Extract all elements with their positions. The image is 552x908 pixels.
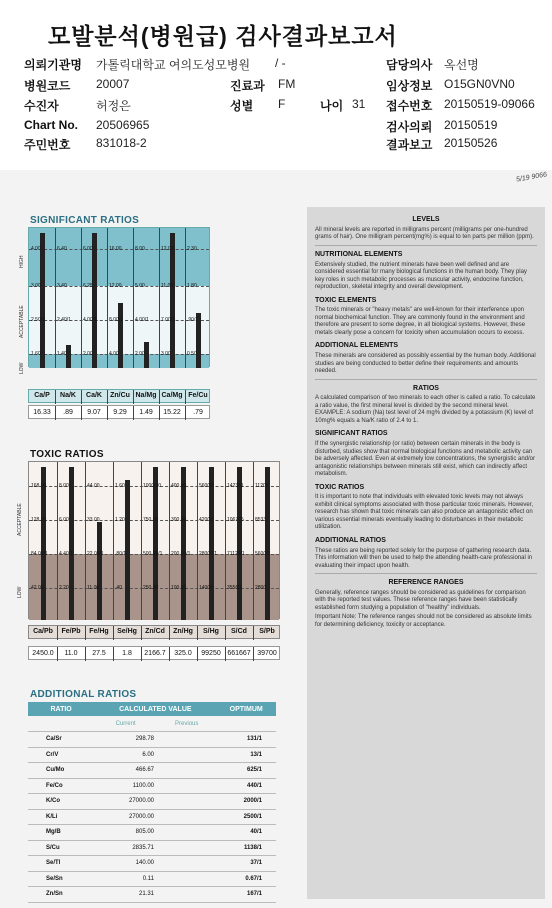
info-label: 나이 — [320, 99, 344, 113]
table-row — [28, 887, 276, 903]
explanation-text: A calculated comparison of two minerals to each other is called a ratio. To calculate a ratio value, the first mineral level is divided by the second mineral level. EXAMPLE: A sodium (Na) test level of 24 mg% divided by a potassium (K) level of 10mg% equals a Na/K ratio of 2.4 to 1. — [315, 395, 536, 424]
table-row — [28, 794, 276, 810]
zone-label: LOW — [17, 586, 23, 598]
tick-label: 11.00 — [161, 283, 174, 289]
value-label: 15.22 — [163, 409, 181, 416]
explanation-heading: TOXIC RATIOS — [315, 483, 365, 491]
column-divider — [81, 228, 82, 368]
section-divider — [315, 573, 537, 574]
tick-label: 11200 — [255, 483, 269, 489]
info-label: 결과보고 — [386, 138, 433, 152]
category-label: Zn/Hg — [173, 628, 193, 635]
info-value: F — [278, 97, 286, 111]
table-row — [28, 840, 276, 856]
optimum-value: 0.67/1 — [216, 871, 276, 887]
previous-value — [157, 732, 216, 748]
tick-label: 400.00 — [171, 483, 187, 489]
tick-label: 2.50/1 — [31, 317, 45, 323]
info-value: 20150519-09066 — [444, 97, 535, 111]
tick-label: 44.00 — [87, 483, 100, 489]
tick-label: 168.00 — [31, 483, 47, 489]
table-row — [28, 809, 276, 825]
ratio-bar — [41, 467, 46, 620]
table-row — [28, 732, 276, 748]
dept-separator: / - — [275, 56, 286, 70]
explanation-text: If the synergistic relationship (or ratio) between certain minerals in the body is disturbed, studies show that normal biological functions and metabolic activity can be adversely affected. Even at extremely low concentrations, the synergistic and/or antagonistic relationships between minerals still exist, which can indirectly affect metabolism. — [315, 441, 536, 477]
optimum-header: OPTIMUM — [216, 702, 276, 716]
tick-label: 4.00/1 — [83, 317, 97, 323]
explanation-heading: NUTRITIONAL ELEMENTS — [315, 250, 403, 258]
optimum-value: 37/1 — [216, 856, 276, 872]
info-label: 접수번호 — [386, 99, 433, 113]
value-label: 27.5 — [92, 650, 106, 657]
optimum-value: 1138/1 — [216, 840, 276, 856]
explanation-text: The toxic minerals or "heavy metals" are well-known for their interference upon normal biochemical function. They are commonly found in the environment and therefore are present to some degree, in all biological systems. However, these metals clearly pose a concern for toxicity when accumulation occurs to excess. — [315, 307, 526, 336]
optimum-value: 40/1 — [216, 825, 276, 841]
tick-label: 6.00 — [83, 246, 93, 252]
optimum-value: 440/1 — [216, 778, 276, 794]
tick-label: 2.00 — [135, 351, 145, 357]
patient-info — [0, 56, 552, 156]
info-label: 주민번호 — [24, 138, 71, 152]
tick-label: 200.00/1 — [171, 551, 191, 557]
column-divider — [107, 228, 108, 368]
tick-label: 56000 — [199, 483, 213, 489]
ratio-bar — [153, 467, 158, 620]
column-divider — [55, 228, 56, 368]
tick-label: .40 — [115, 585, 122, 591]
tick-label: 42.00 — [31, 585, 44, 591]
previous-value — [157, 809, 216, 825]
tick-label: 1.60 — [115, 483, 125, 489]
info-value: 옥선명 — [444, 58, 479, 72]
tick-label: 8.00 — [59, 483, 69, 489]
info-label: 임상정보 — [386, 79, 433, 93]
info-value: 가톨릭대학교 여의도성모병원 — [96, 58, 251, 72]
additional-ratios-title: ADDITIONAL RATIOS — [30, 689, 137, 700]
tick-label: 6.25 — [83, 283, 93, 289]
explanation-heading: SIGNIFICANT RATIOS — [315, 430, 388, 438]
zone-label: ACCEPTABLE — [19, 305, 25, 338]
ratio-bar — [92, 233, 97, 368]
value-label: 1.8 — [122, 650, 132, 657]
tick-label: .80/1 — [115, 551, 127, 557]
ratio-name: Fe/Co — [28, 778, 94, 794]
explanation-text: It is important to note that individuals with elevated toxic levels may not always exhibit clinical symptoms associated with those particular toxic minerals. However, research has shown that toxic minerals can also produce an antagonistic effect on various essential minerals eventually leading to disturbances in their metabolic utilization. — [315, 494, 534, 531]
tick-label: 11.00 — [87, 585, 100, 591]
value-label: .89 — [63, 409, 73, 416]
zone-label: HIGH — [19, 255, 25, 268]
info-label: Chart No. — [24, 118, 78, 132]
table-row — [28, 825, 276, 841]
previous-value — [157, 778, 216, 794]
category-label: Fe/Pb — [61, 628, 81, 635]
tick-label: 4.00 — [31, 246, 41, 252]
column-divider — [197, 462, 198, 620]
tick-label: 16.00 — [109, 246, 122, 252]
column-divider — [133, 228, 134, 368]
explanation-text: Extensively studied, the nutrient minerals have been well defined and are considered essential for many biological functions in the human body. They play key roles in such metabolic processes as muscular activity, endocrine function, reproduction, skeletal integrity and overall development. — [315, 261, 527, 290]
explanation-text: Generally, reference ranges should be considered as guidelines for comparison with the reported test values. These reference ranges have been statistically established form studying a population of "healthy" individuals. — [315, 589, 526, 611]
tick-label: 3.40 — [57, 283, 67, 289]
ratio-name: Mg/B — [28, 825, 94, 841]
value-label: 325.0 — [174, 650, 192, 657]
column-divider — [57, 462, 58, 620]
column-divider — [159, 228, 160, 368]
explanation-heading: LEVELS — [412, 216, 440, 223]
current-value: 140.00 — [94, 856, 157, 872]
ratio-name: Zn/Sn — [28, 887, 94, 903]
tick-label: .90/1 — [187, 317, 199, 323]
column-divider — [185, 228, 186, 368]
category-label: Zn/Cd — [145, 628, 165, 635]
tick-label: 2.20 — [59, 585, 69, 591]
ratio-bar — [69, 467, 74, 620]
info-label: 진료과 — [230, 79, 265, 93]
info-value: 허정은 — [96, 99, 131, 113]
tick-label: 2.30 — [187, 246, 197, 252]
ratio-name: Ca/Sr — [28, 732, 94, 748]
value-label: 2450.0 — [32, 650, 54, 657]
previous-value — [157, 840, 216, 856]
tick-label: 750.00 — [143, 517, 159, 523]
column-divider — [113, 462, 114, 620]
significant-values — [28, 405, 210, 419]
high-zone — [29, 228, 209, 286]
column-divider — [225, 462, 226, 620]
significant-ratios-chart — [28, 227, 210, 367]
info-label: 담당의사 — [386, 58, 433, 72]
value-label: .79 — [193, 409, 203, 416]
toxic-ratios-chart — [28, 461, 280, 619]
table-row — [28, 778, 276, 794]
tick-label: 2.00 — [83, 351, 93, 357]
previous-value — [157, 763, 216, 779]
calculated-value-header: CALCULATED VALUE — [94, 702, 216, 716]
current-value: 21.31 — [94, 887, 157, 903]
explanation-text: Important Note: The reference ranges should not be considered as absolute limits for determining deficiency, toxicity or acceptance. — [315, 614, 532, 628]
category-label: Fe/Cu — [188, 392, 208, 399]
zone-label: LOW — [19, 362, 25, 374]
table-row — [28, 856, 276, 872]
value-label: 11.0 — [64, 650, 78, 657]
value-label: 39700 — [257, 650, 277, 657]
previous-subheader: Previous — [157, 716, 216, 732]
ratio-header: RATIO — [28, 702, 94, 716]
category-label: Zn/Cu — [110, 392, 130, 399]
tick-label: 71120/1 — [227, 551, 245, 557]
tick-label: 8533 — [255, 517, 267, 523]
zone-label: ACCEPTABLE — [17, 503, 23, 536]
tick-label: 7.00/1 — [161, 317, 175, 323]
ratio-name: K/Li — [28, 809, 94, 825]
previous-value — [157, 794, 216, 810]
optimum-value: 2500/1 — [216, 809, 276, 825]
tick-label: 1.20 — [115, 517, 125, 523]
toxic-categories — [28, 625, 280, 639]
current-value: 2835.71 — [94, 840, 157, 856]
tick-label: 142351 — [227, 483, 244, 489]
tick-label: 3.00 — [161, 351, 171, 357]
significant-categories — [28, 389, 210, 403]
explanation-heading: REFERENCE RANGES — [388, 579, 464, 586]
current-subheader: Current — [94, 716, 157, 732]
explanation-text: All mineral levels are reported in milligrams percent (milligrams per one-hundred grams of hair). One milligram percent(mg%) is equal to ten parts per million (ppm). — [315, 226, 534, 241]
tick-label: 100.00 — [171, 585, 187, 591]
tick-label: 300.00 — [171, 517, 187, 523]
tick-label: 128.00 — [31, 517, 47, 523]
info-value: 20150519 — [444, 118, 498, 132]
tick-label: 6.00 — [59, 517, 69, 523]
current-value: 466.67 — [94, 763, 157, 779]
tick-label: 84.00/1 — [31, 551, 48, 557]
ratio-name: Cr/V — [28, 747, 94, 763]
optimum-value: 2000/1 — [216, 794, 276, 810]
section-divider — [315, 245, 537, 246]
tick-label: 3.00 — [31, 283, 41, 289]
optimum-value: 625/1 — [216, 763, 276, 779]
explanation-heading: ADDITIONAL RATIOS — [315, 536, 386, 544]
table-row — [28, 871, 276, 887]
optimum-value: 131/1 — [216, 732, 276, 748]
tick-label: 4.00 — [109, 351, 119, 357]
category-label: Na/K — [60, 392, 76, 399]
ratio-name: Se/Tl — [28, 856, 94, 872]
value-label: 9.07 — [87, 409, 101, 416]
info-value: 31 — [352, 97, 366, 111]
info-value: 20007 — [96, 77, 130, 91]
tick-label: 5.00 — [135, 283, 145, 289]
report-title: 모발분석(병원급) 검사결과보고서 — [48, 23, 398, 49]
ratio-bar — [209, 467, 214, 620]
current-value: 805.00 — [94, 825, 157, 841]
tick-label: 12.00 — [109, 283, 122, 289]
category-label: S/Cd — [231, 628, 247, 635]
toxic-values — [28, 646, 280, 660]
previous-value — [157, 887, 216, 903]
tick-label: 28000/1 — [199, 551, 218, 557]
tick-label: 33.00 — [87, 517, 100, 523]
tick-label: 5600/1 — [255, 551, 271, 557]
ratio-name: K/Co — [28, 794, 94, 810]
optimum-value: 167/1 — [216, 887, 276, 903]
previous-value — [157, 747, 216, 763]
value-label: 2166.7 — [144, 650, 166, 657]
current-value: 1100.00 — [94, 778, 157, 794]
ratio-bar — [181, 467, 186, 620]
current-value: 27000.00 — [94, 794, 157, 810]
explanation-panel — [307, 207, 545, 899]
category-label: Ca/K — [86, 392, 102, 399]
info-label: 병원코드 — [24, 79, 71, 93]
ratio-bar — [125, 480, 130, 620]
tick-label: 250.00 — [143, 585, 159, 591]
category-label: Se/Hg — [117, 628, 137, 635]
handwritten-note: 5/19 9066 — [515, 171, 548, 184]
explanation-heading: TOXIC ELEMENTS — [315, 296, 377, 304]
value-label: 9.29 — [113, 409, 127, 416]
ratio-bar — [265, 467, 270, 620]
tick-label: 500.00/1 — [143, 551, 163, 557]
info-label: 검사의뢰 — [386, 120, 433, 134]
tick-label: 2800 — [255, 585, 267, 591]
value-label: 16.33 — [33, 409, 51, 416]
explanation-text: These minerals are considered as possibly essential by the human body. Additional studies are being conducted to better define their requirements and amounts needed. — [315, 353, 536, 374]
ratio-name: S/Cu — [28, 840, 94, 856]
explanation-heading: ADDITIONAL ELEMENTS — [315, 342, 399, 350]
info-label: 수진자 — [24, 99, 59, 113]
previous-value — [157, 825, 216, 841]
tick-label: 12.00 — [161, 246, 174, 252]
current-value: 27000.00 — [94, 809, 157, 825]
ratio-name: Se/Sn — [28, 871, 94, 887]
explanation-heading: RATIOS — [413, 384, 439, 392]
column-divider — [253, 462, 254, 620]
current-value: 0.11 — [94, 871, 157, 887]
tick-label: 1.60 — [31, 351, 41, 357]
category-label: Ca/Mg — [161, 392, 183, 399]
tick-label: 42000 — [199, 517, 213, 523]
tick-label: 8.00 — [135, 246, 145, 252]
category-label: Ca/P — [34, 392, 50, 399]
ratio-bar — [118, 303, 123, 368]
category-label: Fe/Hg — [89, 628, 109, 635]
current-value: 6.00 — [94, 747, 157, 763]
category-label: Ca/Pb — [33, 628, 53, 635]
info-value: FM — [278, 77, 296, 91]
table-row — [28, 763, 276, 779]
current-value: 298.78 — [94, 732, 157, 748]
tick-label: 1.80 — [187, 283, 197, 289]
category-label: S/Pb — [259, 628, 275, 635]
column-divider — [85, 462, 86, 620]
table-row — [28, 747, 276, 763]
category-label: S/Hg — [203, 628, 219, 635]
additional-ratios-table — [28, 702, 276, 903]
tick-label: 35560 — [227, 585, 241, 591]
tick-label: 6.40 — [57, 246, 67, 252]
tick-label: 0.50 — [187, 351, 197, 357]
previous-value — [157, 871, 216, 887]
ratio-bar — [237, 467, 242, 620]
tick-label: 22.00/1 — [87, 551, 104, 557]
info-value: 831018-2 — [96, 136, 147, 150]
section-divider — [315, 379, 537, 380]
ratio-name: Cu/Mo — [28, 763, 94, 779]
info-label: 의뢰기관명 — [24, 58, 82, 72]
toxic-ratios-title: TOXIC RATIOS — [30, 449, 104, 460]
explanation-text: These ratios are being reported solely for the purpose of gathering research data. This information will then be used to help the attending health-care professional in evaluating their impact upon health. — [315, 547, 533, 569]
tick-label: 106765 — [227, 517, 244, 523]
category-label: Na/Mg — [135, 392, 157, 399]
tick-label: 1000.00 — [143, 483, 162, 489]
info-value: 20150526 — [444, 136, 498, 150]
tick-label: 2.40/1 — [57, 317, 71, 323]
info-value: O15GN0VN0 — [444, 77, 515, 91]
column-divider — [169, 462, 170, 620]
tick-label: 4.40/1 — [59, 551, 73, 557]
info-value: 20506965 — [96, 118, 150, 132]
column-divider — [141, 462, 142, 620]
ratio-bar — [170, 233, 175, 368]
tick-label: 4.00/1 — [135, 317, 149, 323]
tick-label: 8.00/1 — [109, 317, 123, 323]
ratio-bar — [97, 522, 102, 620]
value-label: 99250 — [201, 650, 221, 657]
optimum-value: 13/1 — [216, 747, 276, 763]
value-label: 661667 — [227, 650, 251, 657]
value-label: 1.49 — [139, 409, 153, 416]
ratio-bar — [40, 233, 45, 368]
significant-ratios-title: SIGNIFICANT RATIOS — [30, 215, 140, 226]
previous-value — [157, 856, 216, 872]
tick-label: 1.40 — [57, 351, 67, 357]
info-label: 성별 — [230, 99, 254, 113]
tick-label: 14000 — [199, 585, 213, 591]
